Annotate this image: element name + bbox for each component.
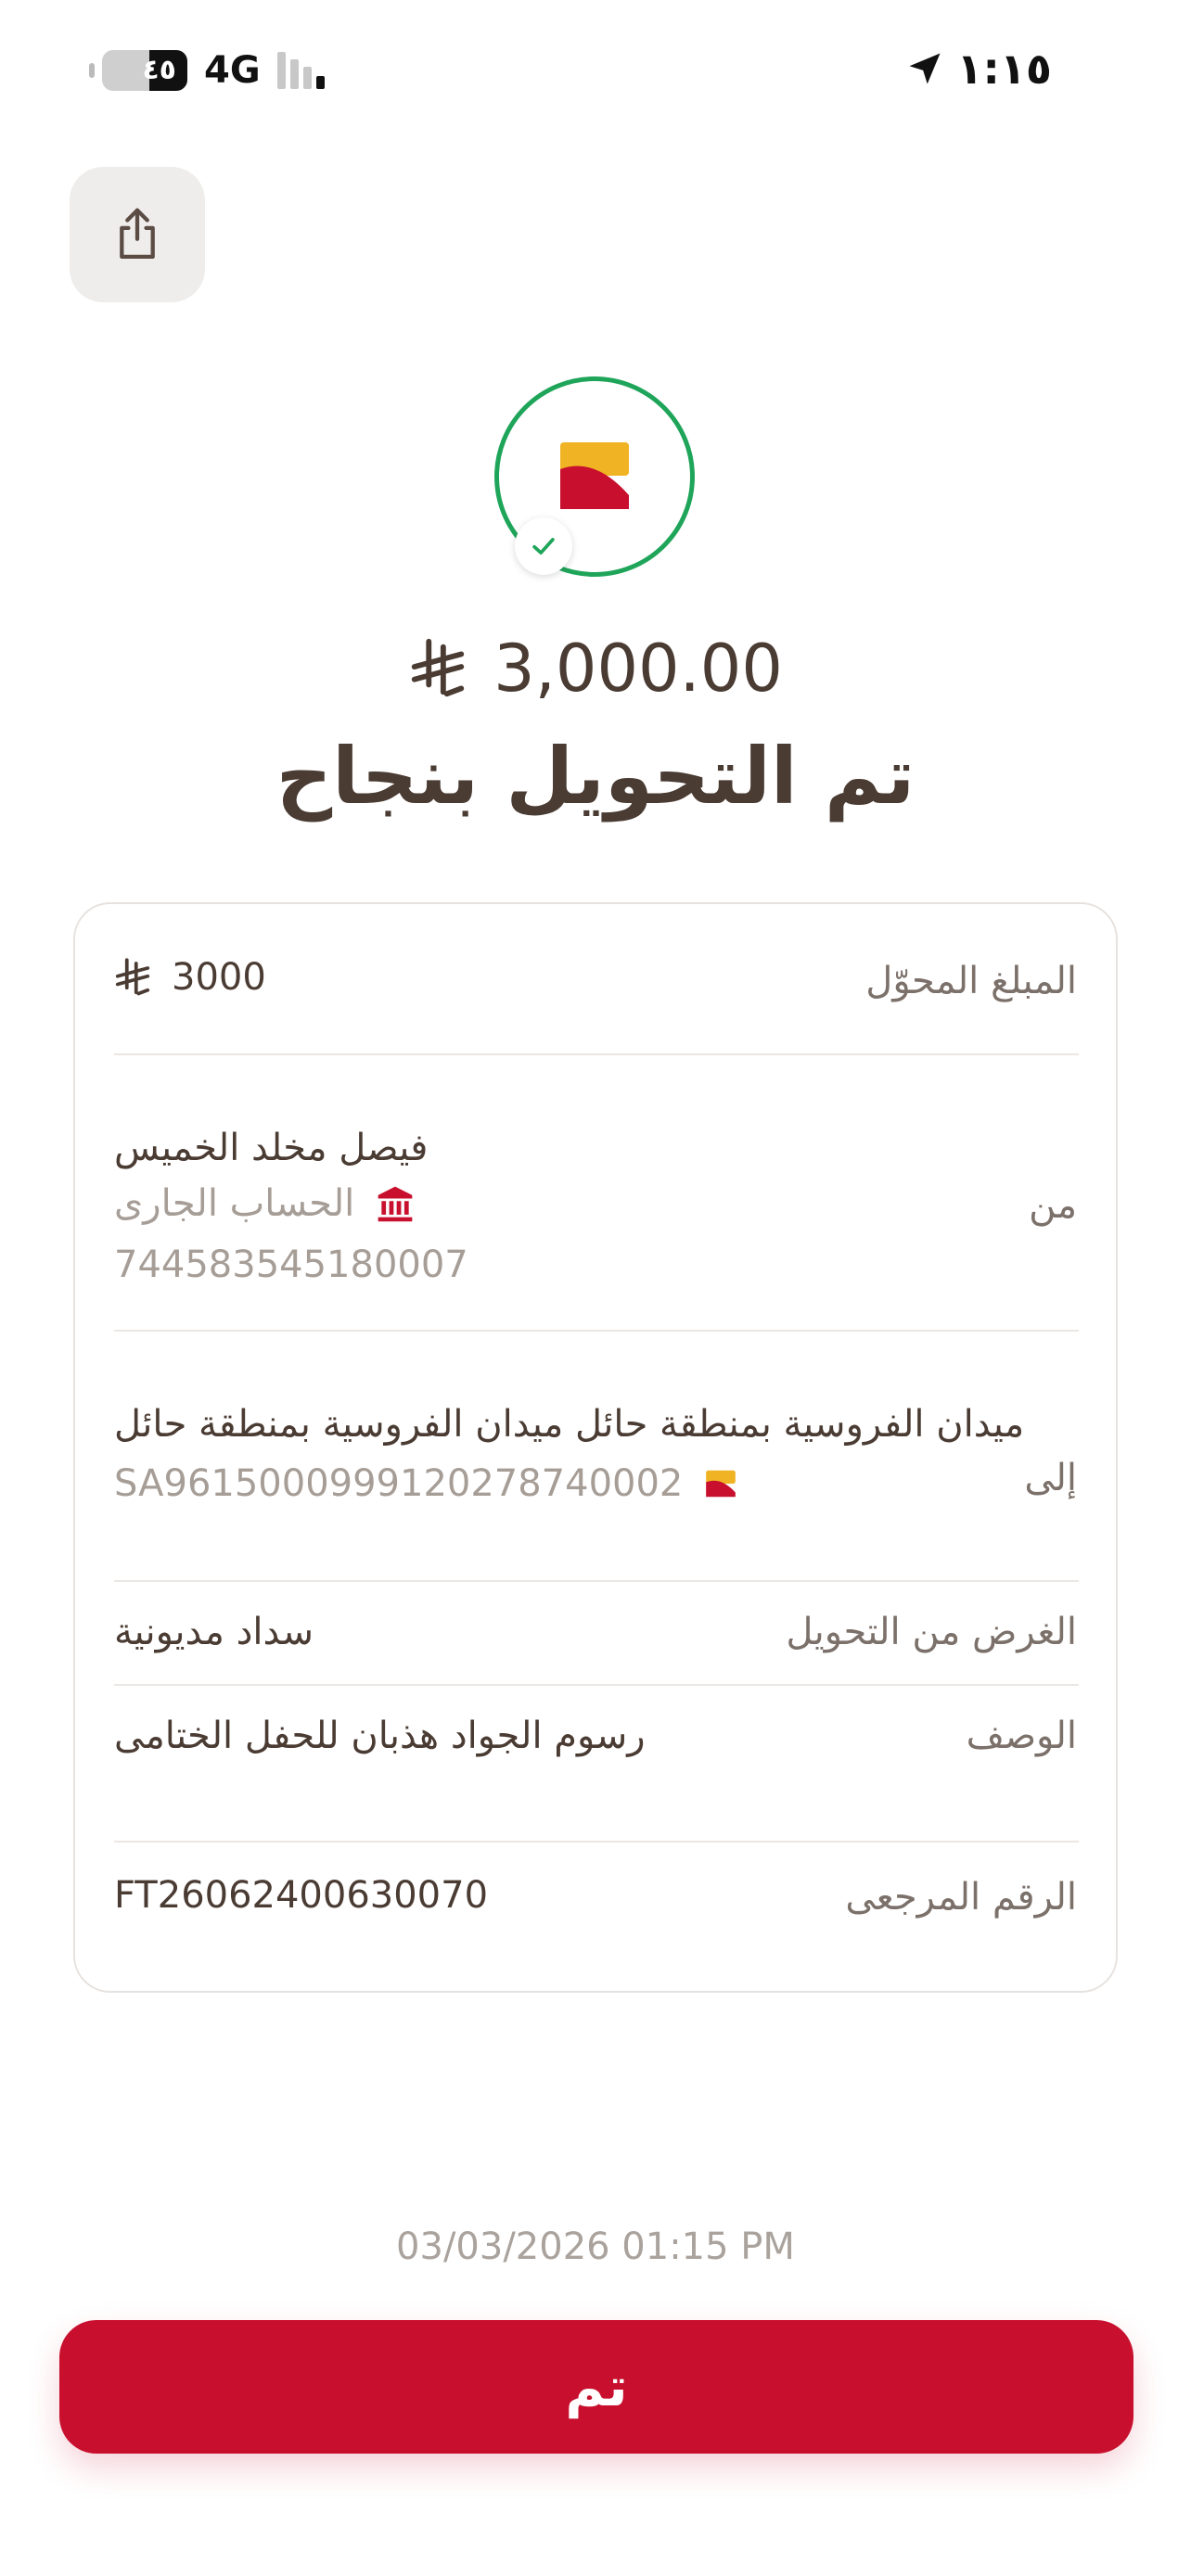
to-name: ميدان الفروسية بمنطقة حائل ميدان الفروسية بمنطقة حائل	[114, 1403, 1025, 1446]
transfer-timestamp: 03/03/2026 01:15 PM	[396, 2225, 795, 2268]
divider	[114, 1684, 1079, 1686]
to-iban-row	[114, 1462, 738, 1505]
description-value: رسوم الجواد هذبان للحفل الختامى	[114, 1715, 646, 1757]
status-bar	[0, 0, 1191, 139]
from-account-type-row	[114, 1182, 416, 1225]
signal-bar	[277, 52, 286, 89]
from-account-type: الحساب الجارى	[114, 1182, 355, 1225]
divider	[114, 1053, 1079, 1055]
bank-building-icon	[375, 1183, 416, 1224]
divider	[114, 1580, 1079, 1582]
done-button[interactable]: تم	[59, 2320, 1133, 2454]
battery-tip	[89, 63, 95, 78]
saudi-riyal-icon	[408, 636, 467, 701]
transfer-details-card	[73, 902, 1118, 1993]
signal-bar	[303, 67, 312, 89]
status-right	[904, 41, 1052, 96]
amount-display	[0, 631, 1191, 707]
saudi-riyal-icon	[114, 956, 151, 999]
description-label: الوصف	[966, 1715, 1077, 1757]
amount-value: 3000	[172, 956, 266, 999]
to-label: إلى	[1024, 1457, 1077, 1499]
location-arrow-icon	[904, 48, 945, 89]
from-name: فيصل مخلد الخميس	[114, 1127, 429, 1169]
status-time: ١:١٥	[956, 44, 1052, 94]
signal-icon	[277, 52, 325, 89]
divider	[114, 1841, 1079, 1843]
divider	[114, 1330, 1079, 1332]
share-icon	[110, 206, 164, 263]
battery-icon	[102, 50, 187, 91]
signal-bar	[290, 59, 299, 89]
battery-percent: ٤٥	[142, 54, 176, 86]
from-account-number: 744583545180007	[114, 1243, 468, 1286]
page-title: تم التحويل بنجاح	[275, 731, 916, 822]
from-label: من	[1029, 1184, 1077, 1227]
bank-logo-small	[703, 1466, 738, 1501]
signal-bar	[316, 76, 325, 89]
status-left	[89, 46, 325, 95]
amount-label: المبلغ المحوّل	[865, 960, 1077, 1002]
purpose-label: الغرض من التحويل	[786, 1611, 1077, 1653]
check-icon	[515, 517, 572, 575]
network-type: 4G	[204, 49, 261, 92]
reference-label: الرقم المرجعى	[845, 1876, 1077, 1919]
to-iban: SA9615000999120278740002	[114, 1462, 684, 1505]
transfer-amount: 3,000.00	[493, 631, 783, 707]
amount-value-row	[114, 956, 266, 999]
reference-value: FT26062400630070	[114, 1874, 489, 1917]
purpose-value: سداد مديونية	[114, 1611, 314, 1653]
share-button[interactable]	[70, 167, 205, 302]
